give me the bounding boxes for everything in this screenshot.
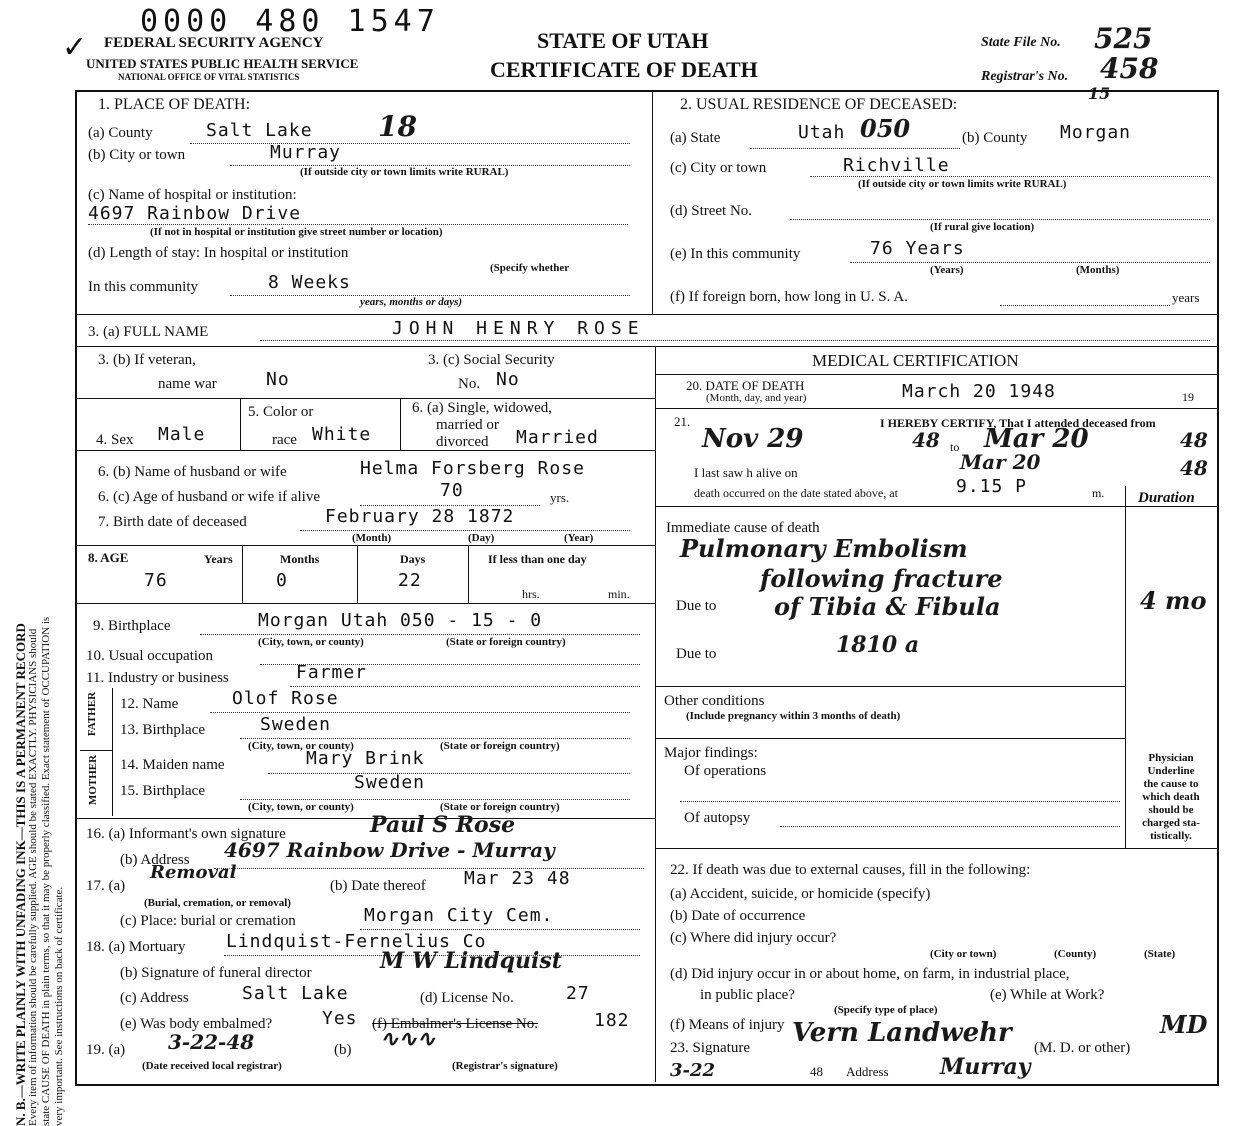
mother-bp-label: 15. Birthplace	[120, 783, 205, 799]
residence-county-label: (b) County	[962, 130, 1028, 146]
mother-side-label: MOTHER	[87, 754, 100, 806]
place-heading: 1. PLACE OF DEATH:	[98, 96, 251, 113]
residence-years-note: (Years)	[930, 264, 964, 276]
birthdate: February 28 1872	[325, 506, 515, 527]
birth-month-note: (Month)	[352, 532, 392, 544]
place-community-note: years, months or days)	[360, 296, 463, 308]
burial-note: (Burial, cremation, or removal)	[144, 897, 291, 909]
burial-date: Mar 23 48	[464, 868, 571, 889]
father-name: Olof Rose	[232, 688, 339, 709]
medical-heading: MEDICAL CERTIFICATION	[812, 351, 1019, 370]
ss-value: No	[496, 369, 520, 390]
father-name-label: 12. Name	[120, 696, 179, 712]
attended-from-year: 48	[912, 428, 940, 452]
attended-to-year: 48	[1180, 428, 1208, 452]
mortuary-address: Salt Lake	[242, 983, 349, 1004]
burial-place-label: (c) Place: burial or cremation	[120, 913, 296, 929]
occurrence-label: (b) Date of occurrence	[670, 908, 806, 924]
dod-label: 20. DATE OF DEATH	[686, 378, 805, 393]
serial-number: 0000 480 1547	[140, 4, 440, 39]
mother-name-label: 14. Maiden name	[120, 757, 225, 773]
signature-date: 3-22	[670, 1060, 716, 1081]
residence-street-label: (d) Street No.	[670, 203, 753, 219]
race-label: race	[272, 432, 297, 448]
residence-heading: 2. USUAL RESIDENCE OF DECEASED:	[680, 96, 958, 113]
place-specify-note: (Specify whether	[490, 262, 570, 274]
dod-note: (Month, day, and year)	[706, 392, 807, 404]
attended-to: Mar 20	[984, 424, 1089, 454]
physician-note-2: the cause to	[1143, 778, 1199, 790]
agency-name: FEDERAL SECURITY AGENCY	[104, 35, 324, 51]
cause-1b: following fracture	[760, 564, 1003, 593]
place-county: Salt Lake	[206, 120, 313, 141]
physician-note-1: Underline	[1147, 765, 1195, 777]
mother-bp-note-2: (State or foreign country)	[440, 801, 560, 813]
physician-note-6: tistically.	[1150, 830, 1192, 842]
certify-text: I HEREBY CERTIFY, That I attended deceased from	[880, 416, 1156, 430]
residence-city-label: (c) City or town	[670, 160, 767, 176]
marital-value: Married	[516, 427, 599, 448]
registrar-sig-note: (Registrar's signature)	[452, 1060, 558, 1072]
residence-city-note: (If outside city or town limits write RURAL)	[858, 178, 1067, 190]
place-county-label: (a) County	[88, 125, 153, 141]
mother-name: Mary Brink	[306, 748, 425, 769]
ss-no-label: No.	[458, 376, 481, 392]
spouse-value: Helma Forsberg Rose	[360, 458, 585, 479]
physician-note-4: should be	[1148, 804, 1194, 816]
autopsy-label: Of autopsy	[684, 810, 751, 826]
registrar-label: Registrar's No.	[981, 69, 1069, 84]
cause-2: of Tibia & Fibula	[774, 592, 1001, 621]
age-lessday-header: If less than one day	[488, 552, 587, 566]
county-note: (County)	[1054, 948, 1097, 960]
dod: March 20 1948	[902, 381, 1056, 402]
residence-foreign-years: years	[1172, 290, 1200, 305]
due-to-label-1: Due to	[676, 598, 717, 614]
cause-1: Pulmonary Embolism	[680, 534, 968, 563]
public-label: in public place?	[700, 987, 795, 1003]
birthdate-label: 7. Birth date of deceased	[98, 514, 247, 530]
place-city-note: (If outside city or town limits write RURAL)	[300, 166, 509, 178]
home-label: (d) Did injury occur in or about home, on farm, in industrial place,	[670, 966, 1070, 982]
age-min: min.	[608, 587, 630, 601]
marital-label-1: 6. (a) Single, widowed,	[412, 400, 552, 416]
age-years: 76	[144, 570, 168, 591]
certificate-title: CERTIFICATE OF DEATH	[490, 57, 758, 82]
accident-label: (a) Accident, suicide, or homicide (specify)	[670, 886, 931, 902]
informant-signature: Paul S Rose	[370, 812, 516, 838]
place-city-label: (b) City or town	[88, 147, 186, 163]
birth-day-note: (Day)	[468, 532, 495, 544]
divider-dod	[655, 408, 1217, 409]
office-name: NATIONAL OFFICE OF VITAL STATISTICS	[118, 72, 300, 82]
registrar-b-label: (b)	[334, 1042, 352, 1058]
mother-birthplace: Sweden	[354, 772, 426, 793]
mortuary: Lindquist-Fernelius Co	[226, 931, 487, 952]
registrar-date: 3-22-48	[168, 1030, 255, 1054]
father-birthplace: Sweden	[260, 714, 332, 735]
spouse-age-label: 6. (c) Age of husband or wife if alive	[98, 489, 321, 505]
residence-state: Utah	[798, 122, 846, 143]
race-divider	[400, 398, 401, 450]
informant-address: 4697 Rainbow Drive - Murray	[224, 838, 555, 862]
place-county-code: 18	[378, 110, 417, 143]
license-label: (d) License No.	[420, 990, 514, 1006]
fullname-label: 3. (a) FULL NAME	[88, 324, 209, 340]
physician-note	[1130, 752, 1212, 843]
divider-fullname	[75, 346, 1217, 347]
industry-label: 11. Industry or business	[86, 670, 229, 686]
ss-label: 3. (c) Social Security	[428, 352, 555, 368]
war-label: name war	[158, 376, 217, 392]
address-label: Address	[846, 1064, 889, 1079]
residence-city: Richville	[843, 155, 950, 176]
residence-state-code: 050	[860, 114, 911, 143]
residence-state-label: (a) State	[670, 130, 721, 146]
occurred-label: death occurred on the date stated above, at	[694, 486, 898, 500]
mortuary-label: 18. (a) Mortuary	[86, 939, 186, 955]
place-hospital-label: (c) Name of hospital or institution:	[88, 187, 297, 203]
duration-divider	[1125, 486, 1126, 848]
place-stay-label: (d) Length of stay: In hospital or institution	[88, 245, 349, 261]
burial-label: 17. (a)	[86, 878, 126, 894]
yrs-label: yrs.	[550, 490, 570, 505]
physician-note-3: which death	[1142, 791, 1200, 803]
cert-number: 21.	[674, 414, 691, 429]
age-days-header: Days	[400, 552, 426, 566]
age-years-header: Years	[204, 552, 233, 566]
race-value: White	[312, 424, 372, 445]
war-value: No	[266, 369, 290, 390]
md-label: (M. D. or other)	[1034, 1040, 1131, 1056]
lastsaw: Mar 20	[960, 450, 1041, 474]
registrar-label-19: 19. (a)	[86, 1042, 126, 1058]
due-to-label-2: Due to	[676, 646, 717, 662]
lastsaw-label: I last saw h alive on	[694, 465, 798, 480]
duration-heading: Duration	[1138, 490, 1195, 506]
other-conditions-note: (Include pregnancy within 3 months of death)	[686, 710, 901, 722]
divider-row1	[75, 314, 1217, 315]
embalmed-label: (e) Was body embalmed?	[120, 1016, 273, 1032]
dod-century: 19	[1182, 390, 1194, 404]
place-city: Murray	[270, 142, 342, 163]
place-hospital-note: (If not in hospital or institution give street number or location)	[150, 226, 443, 238]
major-findings-label: Major findings:	[664, 745, 758, 761]
center-divider	[655, 346, 656, 1082]
registrar-date-note: (Date received local registrar)	[142, 1060, 282, 1072]
fullname: JOHN HENRY ROSE	[392, 318, 645, 339]
attended-from: Nov 29	[702, 424, 804, 454]
divider-cert	[655, 506, 1217, 507]
age-label: 8. AGE	[88, 550, 129, 565]
father-bp-note-2: (State or foreign country)	[440, 740, 560, 752]
parent-divider	[80, 750, 112, 751]
mother-bp-note-1: (City, town, or county)	[248, 801, 354, 813]
sex-value: Male	[158, 424, 206, 445]
place-community: 8 Weeks	[268, 272, 351, 293]
birthplace-note-1: (City, town, or county)	[258, 636, 364, 648]
license: 27	[566, 983, 590, 1004]
margin-line-1: N. B.—WRITE PLAINLY WITH UNFADING INK—THIS IS A PERMANENT RECORD	[13, 623, 28, 1126]
sex-divider	[240, 398, 241, 450]
cause-code: 1810 a	[836, 632, 920, 658]
divider-age-top	[75, 545, 655, 546]
physician-signature: Vern Landwehr	[792, 1018, 1012, 1048]
signature-label: 23. Signature	[670, 1040, 750, 1056]
veteran-label: 3. (b) If veteran,	[98, 352, 196, 368]
death-time: 9.15 P	[956, 476, 1028, 497]
external-label: 22. If death was due to external causes, fill in the following:	[670, 862, 1031, 878]
birthplace-label: 9. Birthplace	[93, 618, 171, 634]
parent-bracket	[112, 688, 113, 816]
industry: Farmer	[296, 662, 368, 683]
physician-address: Murray	[940, 1054, 1031, 1080]
registrar-number: 458	[1100, 52, 1159, 85]
registrar-subnumber: 15	[1088, 84, 1111, 103]
center-divider-top	[652, 92, 653, 314]
father-bp-label: 13. Birthplace	[120, 722, 205, 738]
margin-instructions	[14, 106, 66, 1126]
immediate-cause-label: Immediate cause of death	[666, 520, 820, 536]
birthplace: Morgan Utah 050 - 15 - 0	[258, 610, 543, 631]
residence-community-label: (e) In this community	[670, 246, 801, 262]
marital-label-2: married or	[436, 417, 499, 433]
age-div1	[242, 545, 243, 603]
where-label: (c) Where did injury occur?	[670, 930, 837, 946]
burial-date-label: (b) Date thereof	[330, 878, 426, 894]
spouse-label: 6. (b) Name of husband or wife	[98, 464, 287, 480]
divider-parents-bottom	[75, 818, 655, 819]
divider-major	[655, 738, 1125, 739]
burial-value: Removal	[150, 862, 237, 883]
md-mark: MD	[1160, 1010, 1208, 1039]
spouse-age: 70	[440, 480, 464, 501]
age-days: 22	[398, 570, 422, 591]
check-mark: ✓	[62, 30, 88, 65]
age-months: 0	[276, 570, 288, 591]
means-label: (f) Means of injury	[670, 1017, 785, 1033]
work-label: (e) While at Work?	[990, 987, 1105, 1003]
father-bp-note-1: (City, town, or county)	[248, 740, 354, 752]
signature-year: 48	[810, 1064, 823, 1079]
residence-community: 76 Years	[870, 238, 965, 259]
physician-note-5: charged sta-	[1142, 817, 1200, 829]
age-div3	[468, 545, 469, 603]
age-months-header: Months	[280, 552, 320, 566]
divider-age-bottom	[75, 603, 655, 604]
mortuary-address-label: (c) Address	[120, 990, 189, 1006]
operations-label: Of operations	[684, 763, 767, 779]
margin-line-4: very important. See instructions on back of certificate.	[53, 886, 65, 1126]
service-name: UNITED STATES PUBLIC HEALTH SERVICE	[86, 56, 359, 71]
informant-address-label: (b) Address	[120, 852, 190, 868]
birth-year-note: (Year)	[564, 532, 594, 544]
margin-line-3: state CAUSE OF DEATH in plain terms, so that it may be properly classified. Exact statement of OCCUPATION is	[40, 616, 52, 1126]
age-hrs: hrs.	[522, 587, 540, 601]
state-note: (State)	[1144, 948, 1176, 960]
state-heading: STATE OF UTAH	[537, 28, 709, 53]
state-file-label: State File No.	[981, 35, 1061, 50]
divider-medical-head	[655, 374, 1217, 375]
age-div2	[357, 545, 358, 603]
residence-months-note: (Months)	[1076, 264, 1120, 276]
margin-line-2: Every item of information should be carefully supplied. AGE should be stated EXACTLY. PHYSICIANS should	[27, 628, 39, 1126]
father-side-label: FATHER	[86, 691, 99, 737]
duration-1: 4 mo	[1140, 586, 1207, 615]
lastsaw-year: 48	[1180, 456, 1208, 480]
physician-note-0: Physician	[1148, 752, 1194, 764]
embalmer-license: 182	[594, 1010, 630, 1031]
place-community-label: In this community	[88, 279, 198, 295]
birthplace-note-2: (State or foreign country)	[446, 636, 566, 648]
burial-place: Morgan City Cem.	[364, 905, 554, 926]
embalmer-label: (f) Embalmer's License No.	[372, 1016, 538, 1032]
place-hospital: 4697 Rainbow Drive	[88, 203, 302, 224]
state-file-number: 525	[1094, 22, 1153, 55]
city-town-note: (City or town)	[930, 948, 997, 960]
residence-foreign-label: (f) If foreign born, how long in U. S. A.	[670, 289, 908, 305]
sex-label: 4. Sex	[96, 432, 134, 448]
color-label: 5. Color or	[248, 404, 314, 420]
specify-type-note: (Specify type of place)	[834, 1004, 938, 1016]
other-conditions-label: Other conditions	[664, 693, 765, 709]
occupation-label: 10. Usual occupation	[86, 648, 214, 664]
director-label: (b) Signature of funeral director	[120, 965, 312, 981]
death-time-m: m.	[1092, 486, 1105, 500]
divider-veteran	[75, 398, 655, 399]
embalmed: Yes	[322, 1008, 358, 1029]
informant-label: 16. (a) Informant's own signature	[86, 826, 286, 842]
divider-external	[655, 848, 1217, 849]
residence-county: Morgan	[1060, 122, 1132, 143]
divider-sex	[75, 450, 655, 451]
registrar-signature: ∿∿∿	[380, 1026, 436, 1052]
divider-conditions	[655, 686, 1125, 687]
attended-to-label: to	[950, 440, 960, 454]
director-signature: M W Lindquist	[380, 948, 562, 974]
marital-label-3: divorced	[436, 434, 489, 450]
residence-street-note: (If rural give location)	[930, 221, 1035, 233]
